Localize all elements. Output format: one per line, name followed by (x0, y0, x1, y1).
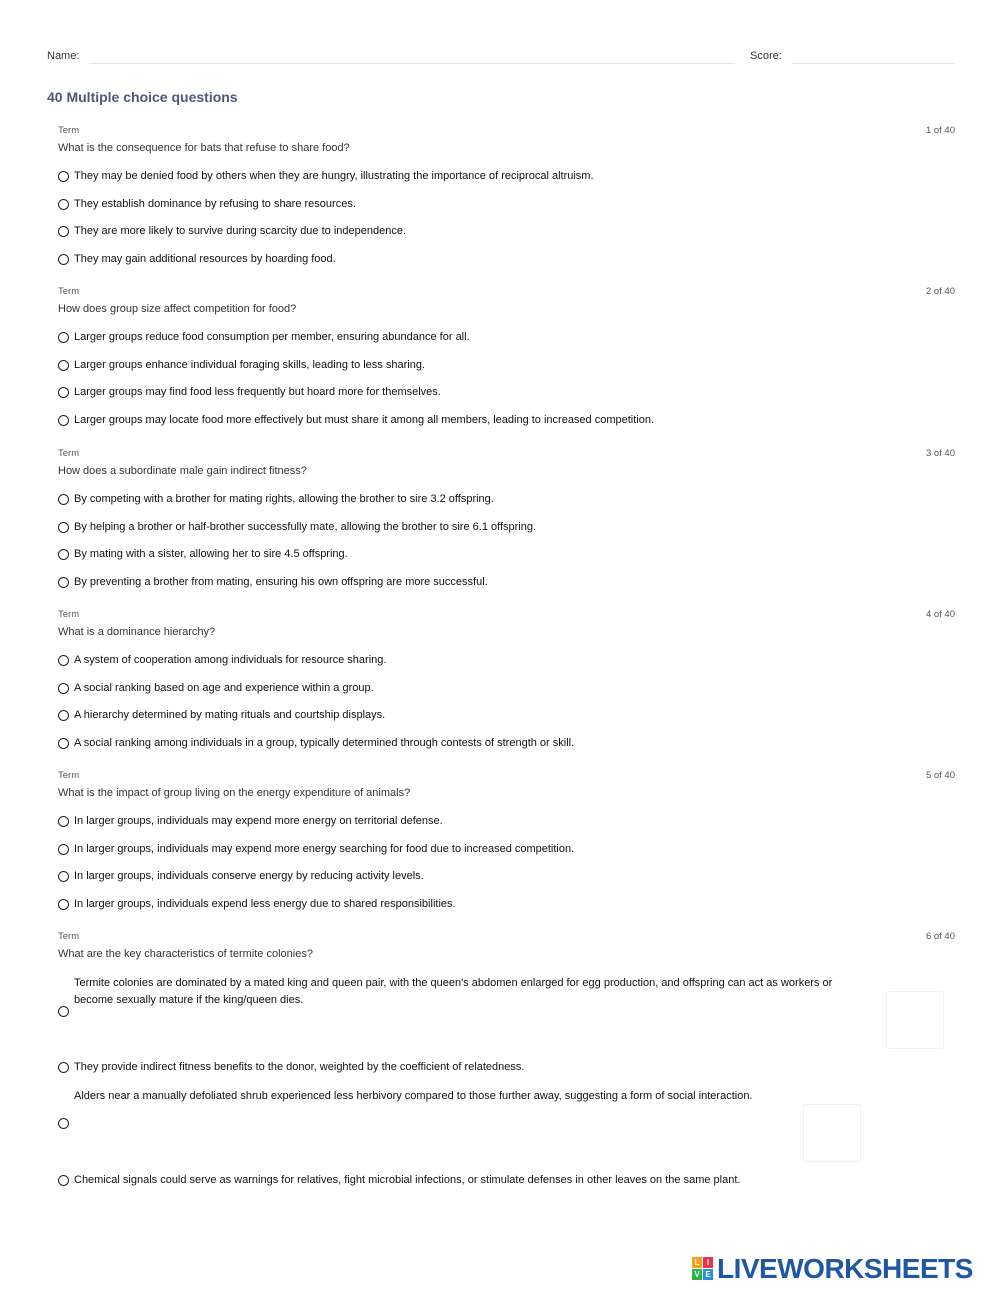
term-label: Term (58, 770, 80, 781)
question-counter: 6 of 40 (925, 931, 955, 942)
question-counter: 1 of 40 (925, 125, 955, 136)
radio-button[interactable] (58, 899, 69, 910)
radio-button[interactable] (58, 1062, 69, 1073)
option-text: A hierarchy determined by mating rituals and courtship displays. (74, 709, 386, 721)
radio-button[interactable] (58, 871, 69, 882)
radio-button[interactable] (58, 522, 69, 533)
term-label: Term (58, 286, 80, 297)
option-text: In larger groups, individuals conserve energy by reducing activity levels. (74, 870, 424, 882)
radio-button[interactable] (58, 254, 69, 265)
answer-option[interactable] (58, 868, 878, 886)
option-text: Alders near a manually defoliated shrub experienced less herbivory compared to those further away, suggesting a form of social interaction. (74, 1090, 753, 1102)
question-prompt: What is the impact of group living on the energy expenditure of animals? (58, 787, 411, 799)
radio-button[interactable] (58, 332, 69, 343)
answer-option[interactable] (58, 707, 878, 725)
answer-option[interactable] (58, 813, 878, 831)
radio-button[interactable] (58, 171, 69, 182)
answer-option[interactable] (58, 735, 878, 753)
radio-button[interactable] (58, 844, 69, 855)
option-text: They may gain additional resources by hoarding food. (74, 253, 336, 265)
logo-cube-e: E (703, 1269, 713, 1280)
question-1 (58, 125, 955, 275)
option-text: They establish dominance by refusing to share resources. (74, 198, 356, 210)
question-counter: 4 of 40 (925, 609, 955, 620)
liveworksheets-logo (692, 1254, 992, 1284)
image-placeholder (803, 1104, 861, 1162)
option-text: Larger groups may find food less frequently but hoard more for themselves. (74, 386, 441, 398)
answer-option[interactable] (58, 491, 878, 509)
score-input-line[interactable] (792, 63, 955, 64)
radio-button[interactable] (58, 738, 69, 749)
question-prompt: What are the key characteristics of termite colonies? (58, 948, 313, 960)
question-counter: 3 of 40 (925, 448, 955, 459)
option-text: Termite colonies are dominated by a mated king and queen pair, with the queen's abdomen enlarged for egg production, and offspring can act as workers or become sexually mature if the king/queen dies. (74, 977, 833, 1006)
radio-button[interactable] (58, 577, 69, 588)
option-text: By mating with a sister, allowing her to sire 4.5 offspring. (74, 548, 348, 560)
option-text: A social ranking among individuals in a group, typically determined through contests of strength or skill. (74, 737, 575, 749)
score-label: Score: (750, 50, 782, 62)
logo-cube-l: L (692, 1257, 702, 1268)
term-label: Term (58, 931, 80, 942)
option-text: They may be denied food by others when they are hungry, illustrating the importance of reciprocal altruism. (74, 170, 594, 182)
radio-button[interactable] (58, 710, 69, 721)
answer-option[interactable] (58, 680, 878, 698)
answer-option[interactable] (58, 168, 878, 186)
option-text: Chemical signals could serve as warnings for relatives, fight microbial infections, or stimulate defenses in other leaves on the same plant. (74, 1174, 741, 1186)
term-label: Term (58, 125, 80, 136)
answer-option[interactable] (58, 251, 878, 269)
option-text: By helping a brother or half-brother successfully mate, allowing the brother to sire 6.1 offspring. (74, 521, 537, 533)
answer-option[interactable] (58, 652, 878, 670)
question-prompt: How does a subordinate male gain indirect fitness? (58, 465, 307, 477)
option-text: Larger groups may locate food more effectively but must share it among all members, leading to increased competition. (74, 414, 655, 426)
name-label: Name: (47, 50, 80, 62)
radio-button[interactable] (58, 816, 69, 827)
answer-option[interactable] (58, 329, 878, 347)
answer-option[interactable] (58, 223, 878, 241)
option-text: By competing with a brother for mating rights, allowing the brother to sire 3.2 offspring. (74, 493, 494, 505)
question-prompt: How does group size affect competition for food? (58, 303, 297, 315)
answer-option[interactable] (58, 1059, 878, 1077)
term-label: Term (58, 609, 80, 620)
section-title: 40 Multiple choice questions (47, 89, 238, 105)
question-3 (58, 448, 955, 598)
option-text: Larger groups enhance individual foraging skills, leading to less sharing. (74, 359, 425, 371)
name-input-line[interactable] (89, 63, 735, 64)
question-2 (58, 286, 955, 436)
logo-wordmark: LIVEWORKSHEETS (717, 1253, 973, 1284)
radio-button[interactable] (58, 415, 69, 426)
answer-option[interactable] (58, 519, 878, 537)
radio-button[interactable] (58, 360, 69, 371)
radio-button[interactable] (58, 655, 69, 666)
answer-option[interactable] (58, 546, 878, 564)
option-text: A social ranking based on age and experience within a group. (74, 682, 374, 694)
radio-button[interactable] (58, 199, 69, 210)
option-text: They provide indirect fitness benefits to the donor, weighted by the coefficient of relatedness. (74, 1061, 525, 1073)
logo-cube-v: V (692, 1269, 702, 1280)
answer-option[interactable] (58, 196, 878, 214)
answer-option[interactable] (58, 1172, 878, 1190)
option-text: By preventing a brother from mating, ensuring his own offspring are more successful. (74, 576, 488, 588)
radio-button[interactable] (58, 1118, 69, 1129)
option-text: They are more likely to survive during scarcity due to independence. (74, 225, 407, 237)
answer-option[interactable] (58, 1088, 888, 1148)
header-row (47, 48, 955, 66)
answer-option[interactable] (58, 841, 878, 859)
radio-button[interactable] (58, 1175, 69, 1186)
question-prompt: What is a dominance hierarchy? (58, 626, 216, 638)
answer-option[interactable] (58, 412, 878, 430)
radio-button[interactable] (58, 387, 69, 398)
answer-option[interactable] (58, 975, 888, 1055)
answer-option[interactable] (58, 896, 878, 914)
option-text: Larger groups reduce food consumption per member, ensuring abundance for all. (74, 331, 470, 343)
question-prompt: What is the consequence for bats that refuse to share food? (58, 142, 350, 154)
term-label: Term (58, 448, 80, 459)
option-text: In larger groups, individuals may expend more energy on territorial defense. (74, 815, 443, 827)
option-text: In larger groups, individuals expend less energy due to shared responsibilities. (74, 898, 456, 910)
radio-button[interactable] (58, 1006, 69, 1017)
question-4 (58, 609, 955, 759)
logo-cube-i: I (703, 1257, 713, 1268)
radio-button[interactable] (58, 549, 69, 560)
radio-button[interactable] (58, 494, 69, 505)
logo-cubes-icon (692, 1257, 714, 1281)
radio-button[interactable] (58, 226, 69, 237)
question-counter: 5 of 40 (925, 770, 955, 781)
answer-option[interactable] (58, 357, 878, 375)
answer-option[interactable] (58, 384, 878, 402)
answer-option[interactable] (58, 574, 878, 592)
question-5 (58, 770, 955, 920)
option-text: A system of cooperation among individuals for resource sharing. (74, 654, 387, 666)
image-placeholder (886, 991, 944, 1049)
radio-button[interactable] (58, 683, 69, 694)
question-6 (58, 931, 955, 1191)
option-text: In larger groups, individuals may expend more energy searching for food due to increased competition. (74, 843, 575, 855)
question-counter: 2 of 40 (925, 286, 955, 297)
